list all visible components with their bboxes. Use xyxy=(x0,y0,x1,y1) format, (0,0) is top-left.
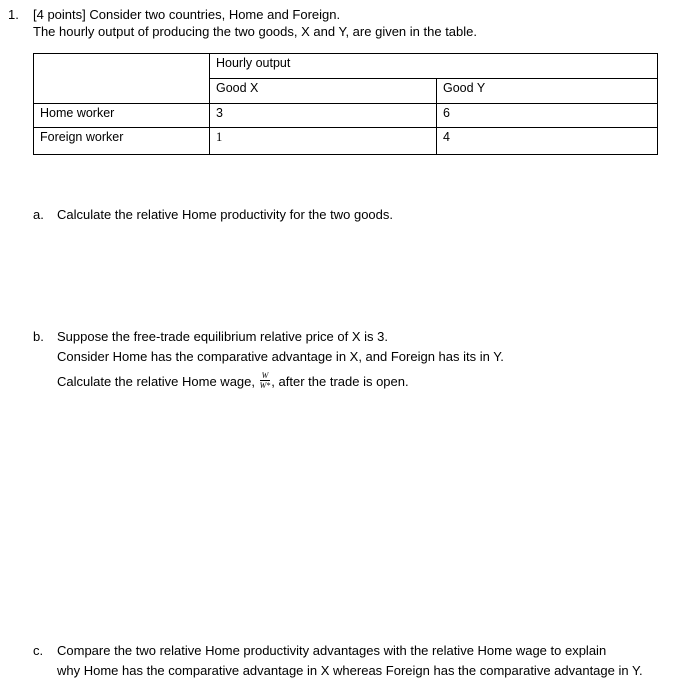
question-intro: [4 points] Consider two countries, Home and Foreign. xyxy=(33,7,341,22)
part-c-line-2: why Home has the comparative advantage in X whereas Foreign has the comparative advantage in Y. xyxy=(57,663,643,678)
table-header-row xyxy=(34,54,658,79)
part-b-line-3 xyxy=(57,373,409,392)
part-b-line-3-end: , after the trade is open. xyxy=(271,373,409,389)
foreign-good-x-value: 1 xyxy=(210,128,437,155)
hourly-output-table xyxy=(33,53,658,155)
question-number: 1. xyxy=(8,7,19,22)
hourly-output-header: Hourly output xyxy=(210,54,658,79)
part-b-line-3-start: Calculate the relative Home wage, xyxy=(57,373,255,389)
part-b-label: b. xyxy=(33,329,44,344)
row-label-foreign: Foreign worker xyxy=(34,128,210,155)
good-x-header: Good X xyxy=(210,79,437,104)
row-label-home: Home worker xyxy=(34,104,210,128)
good-y-header: Good Y xyxy=(437,79,658,104)
fraction-numerator: W xyxy=(261,371,269,380)
table-row xyxy=(34,128,658,155)
table-subheader-row xyxy=(34,79,658,104)
home-good-y-value: 6 xyxy=(437,104,658,128)
part-a-text: Calculate the relative Home productivity for the two goods. xyxy=(57,207,394,222)
part-c-line-1: Compare the two relative Home productivity advantages with the relative Home wage to explain xyxy=(57,643,607,658)
part-b-line-2: Consider Home has the comparative advantage in X, and Foreign has its in Y. xyxy=(57,349,504,364)
fraction-denominator: W* xyxy=(259,381,271,390)
part-a-label: a. xyxy=(33,207,44,222)
wage-fraction xyxy=(260,371,271,390)
table-row xyxy=(34,104,658,128)
table-corner-cell xyxy=(34,54,210,79)
table-corner-cell-lower xyxy=(34,79,210,104)
question-description: The hourly output of producing the two goods, X and Y, are given in the table. xyxy=(33,24,477,39)
home-good-x-value: 3 xyxy=(210,104,437,128)
part-b-line-1: Suppose the free-trade equilibrium relative price of X is 3. xyxy=(57,329,388,344)
foreign-good-y-value: 4 xyxy=(437,128,658,155)
part-c-label: c. xyxy=(33,643,44,658)
